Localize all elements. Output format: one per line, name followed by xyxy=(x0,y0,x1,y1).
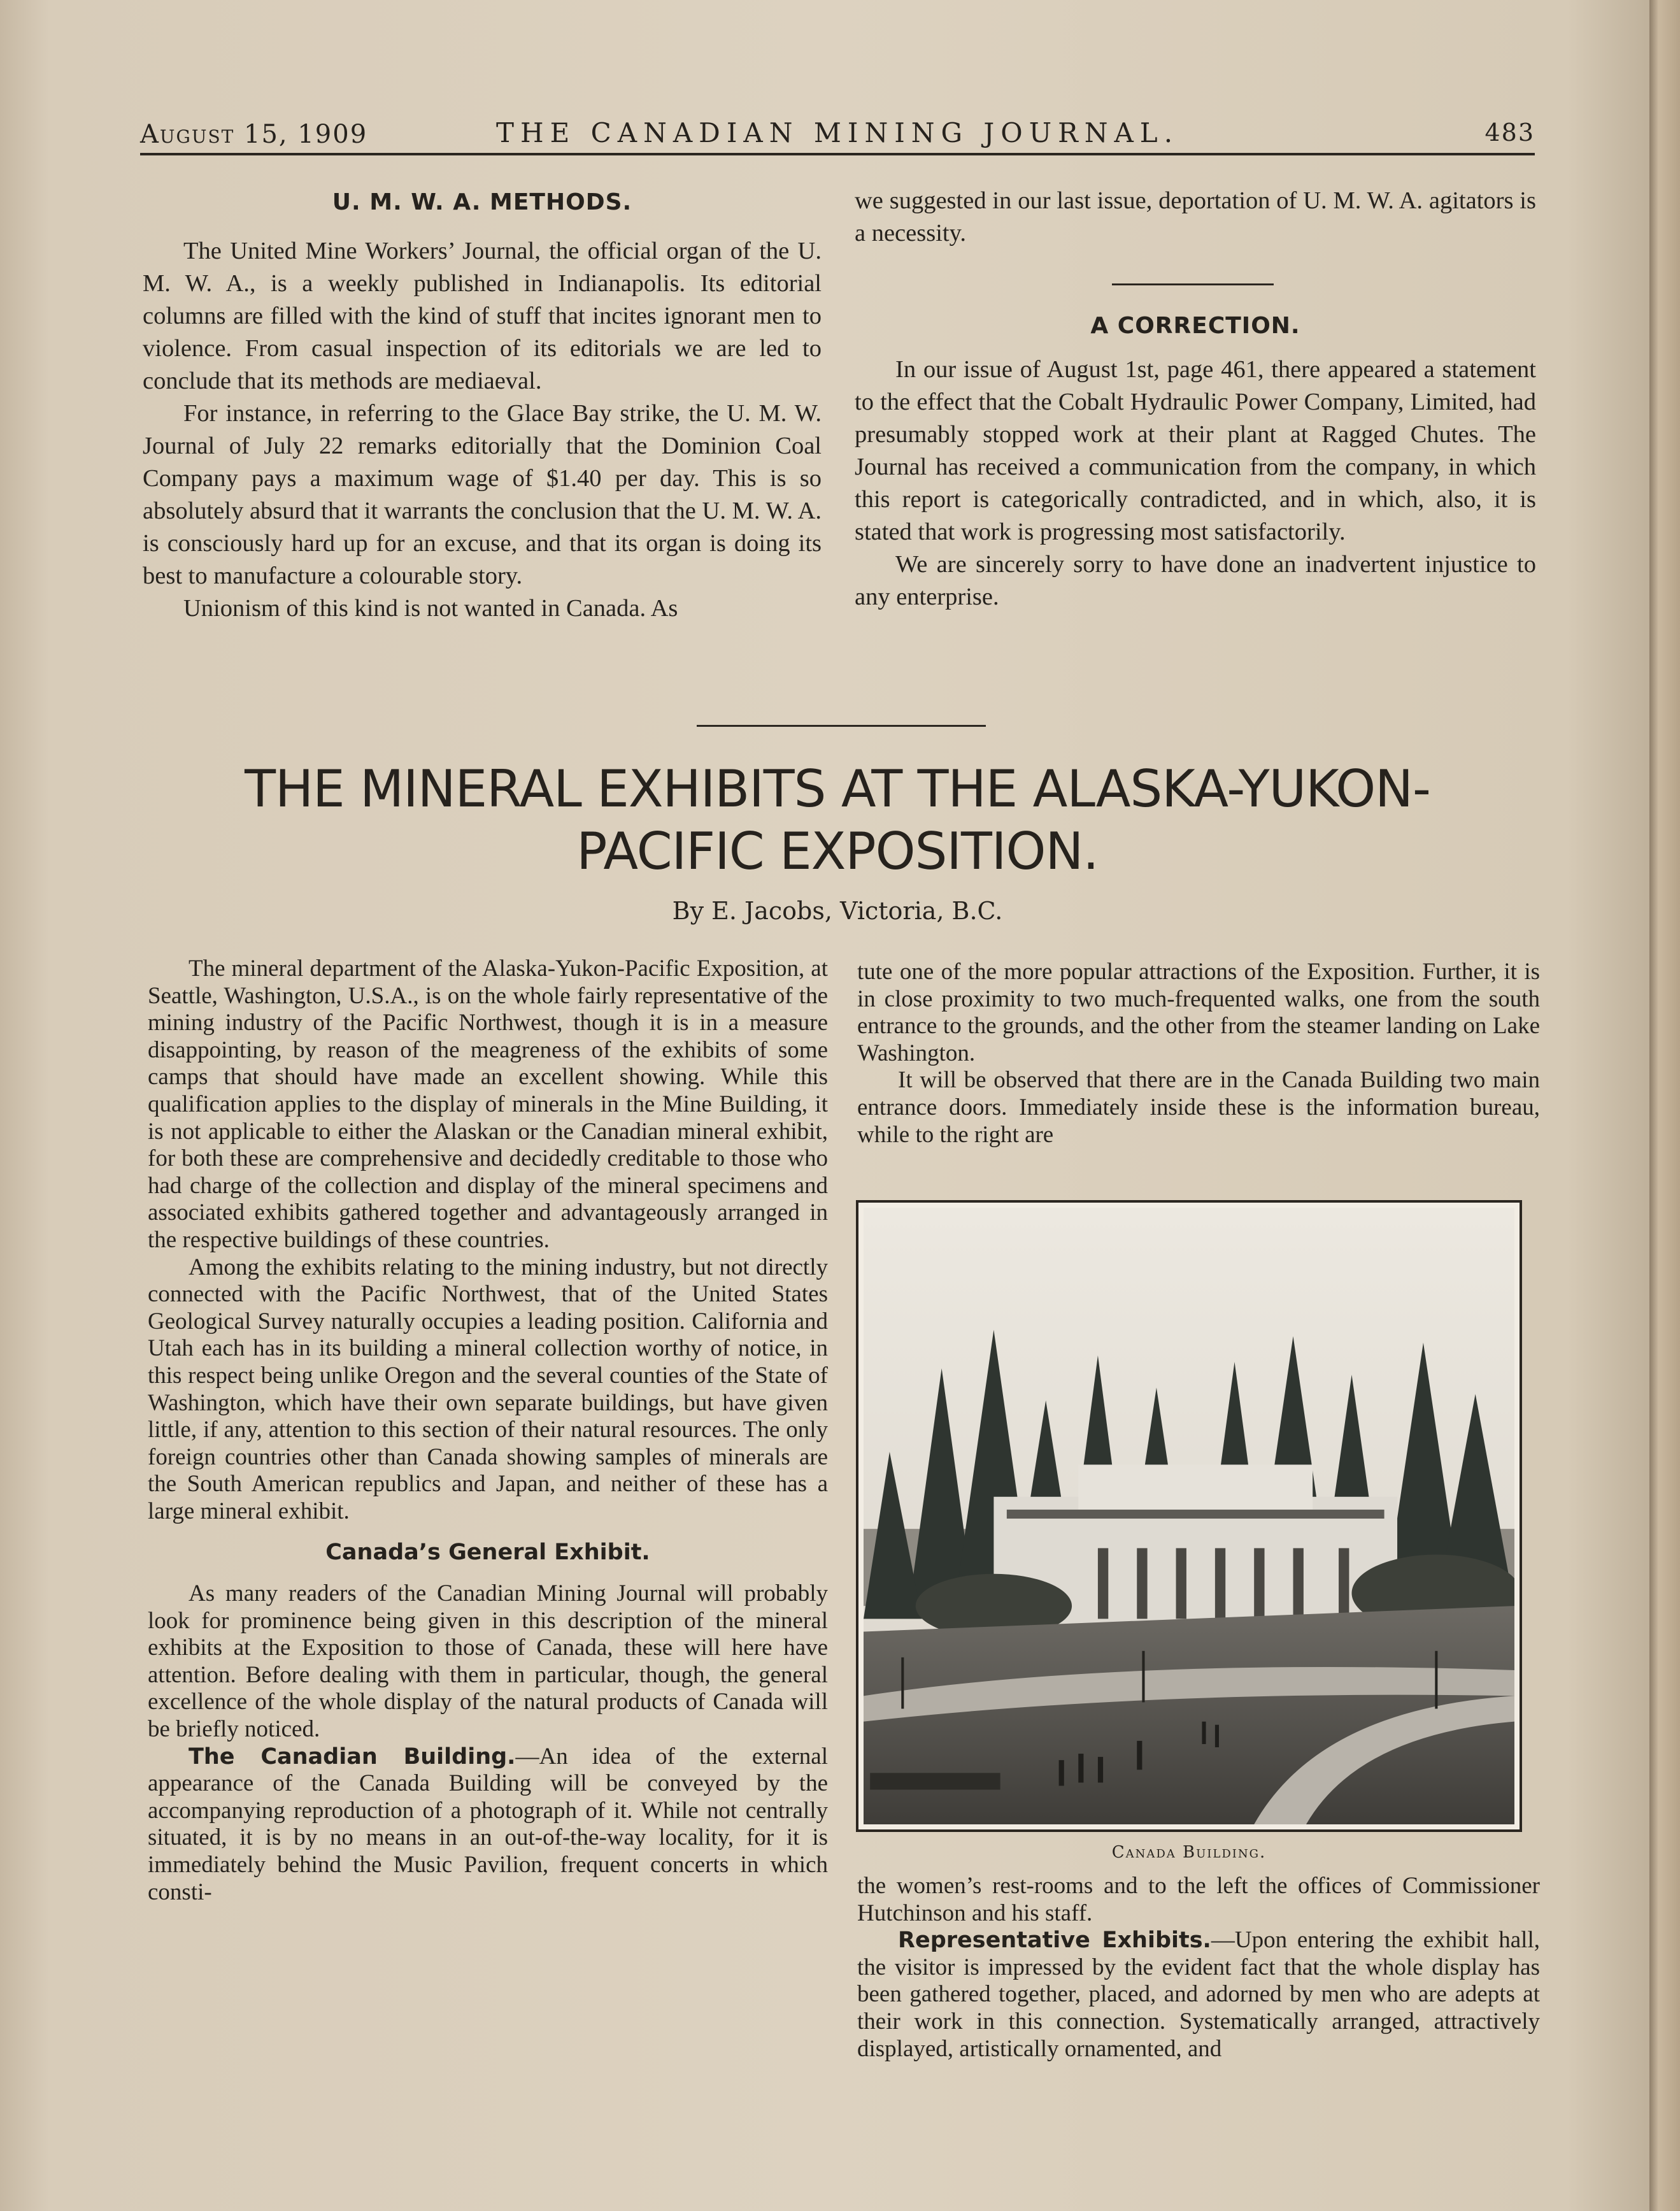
article-paragraph: tute one of the more popular attractions of the Exposition. Further, it is in close proximity to two much-frequented walks, one from the south entrance to the grounds, and the other from the steamer landing on Lake Washington. xyxy=(857,959,1540,1066)
canada-building-photo xyxy=(856,1200,1522,1832)
article-title-line: PACIFIC EXPOSITION. xyxy=(576,822,1099,881)
representative-text: —Upon entering the exhibit hall, the visitor is impressed by the evident fact that the whole display has been gathered together, placed, and adorned by men who are adepts at their work in this connection. Systematically arranged, attractively displayed, artistically ornamented, and xyxy=(857,1927,1540,2062)
umwa-paragraph: Unionism of this kind is not wanted in Canada. As xyxy=(183,595,678,622)
correction-paragraph: We are sincerely sorry to have done an inadvertent injustice to any enterprise. xyxy=(855,551,1536,610)
umwa-section xyxy=(143,186,822,625)
right-column-top xyxy=(855,185,1536,250)
representative-lead: Representative Exhibits. xyxy=(898,1928,1211,1954)
article-paragraph: The mineral department of the Alaska-Yukon-Pacific Exposition, at Seattle, Washington, U.S.A., is on the whole fairly representative of the mining industry of the Pacific Northwest, though it is in a measure disappointing, by reason of the meagreness of the exhibits of some camps that should have made an excellent showing. While this qualification applies to the display of minerals in the Mine Building, it is not applicable to either the Alaskan or the Canadian mineral exhibit, for both these are comprehensive and decidedly creditable to those who had charge of the collection and display of the mineral specimens and associated exhibits gathered together and advantageously arranged in the respective buildings of these countries. xyxy=(148,955,828,1253)
article-paragraph xyxy=(857,1927,1540,2063)
photo-caption: Canada Building. xyxy=(1111,1843,1267,1862)
issue-date: August 15, 1909 xyxy=(140,120,368,149)
article-title xyxy=(153,758,1522,883)
book-spine-edge xyxy=(1649,0,1680,2211)
section-divider xyxy=(1112,283,1274,285)
journal-name: THE CANADIAN MINING JOURNAL. xyxy=(495,117,1179,148)
article-paragraph xyxy=(148,1743,828,1907)
correction-section xyxy=(855,310,1536,613)
article-right-column-bottom xyxy=(857,1873,1540,2063)
article-paragraph: the women’s rest-rooms and to the left the offices of Commissioner Hutchinson and his staff. xyxy=(857,1873,1540,1926)
article-paragraph: It will be observed that there are in the Canada Building two main entrance doors. Immediately inside these is the information bureau, while to the right are xyxy=(857,1067,1540,1148)
article-divider xyxy=(697,725,986,727)
umwa-paragraph: The United Mine Workers’ Journal, the official organ of the U. M. W. A., is a weekly published in Indianapolis. Its editorial columns are filled with the kind of stuff that incites ignorant men to violence. From casual inspection of its editorials we are led to conclude that its methods are mediaeval. xyxy=(143,238,822,394)
umwa-heading: U. M. W. A. METHODS. xyxy=(332,189,632,215)
page-number: 483 xyxy=(1484,118,1535,147)
running-head xyxy=(140,115,1535,153)
umwa-paragraph: For instance, in referring to the Glace Bay strike, the U. M. W. Journal of July 22 remarks editorially that the Dominion Coal Company pays a maximum wage of $1.40 per day. This is so absolutely absurd that it warrants the conclusion that the U. M. W. A. is consciously hard up for an excuse, and that its organ is doing its best to manufacture a colourable story. xyxy=(143,400,822,589)
umwa-continuation: we suggested in our last issue, deportation of U. M. W. A. agitators is a necessity. xyxy=(855,187,1536,247)
header-rule xyxy=(140,153,1535,155)
article-paragraph: As many readers of the Canadian Mining Journal will probably look for prominence being given in this description of the mineral exhibits at the Exposition to those of Canada, these will here have attention. Before dealing with them in particular, though, the general excellence of the whole display of the natural products of Canada will be briefly noticed. xyxy=(148,1580,828,1743)
article-left-column xyxy=(148,955,828,1906)
article-subheading: Canada’s General Exhibit. xyxy=(325,1540,650,1566)
article-paragraph: Among the exhibits relating to the mining industry, but not directly connected with the Pacific Northwest, that of the United States Geological Survey naturally occupies a leading position. California and Utah each has in its building a mineral collection worthy of notice, in this respect being unlike Oregon and the several counties of the State of Washington, which have their own separate buildings, but have given little, if any, attention to this section of their natural resources. The only foreign countries other than Canada showing samples of minerals are the South American republics and Japan, and neither of these has a large mineral exhibit. xyxy=(148,1254,828,1524)
correction-heading: A CORRECTION. xyxy=(1090,313,1300,339)
article-byline: By E. Jacobs, Victoria, B.C. xyxy=(672,897,1003,925)
article-right-column-top xyxy=(857,959,1540,1148)
correction-paragraph: In our issue of August 1st, page 461, there appeared a statement to the effect that the Cobalt Hydraulic Power Company, Limited, had presumably stopped work at their plant at Ragged Chutes. The Journal has received a communication from the company, in which this report is categorically contradicted, and in which, also, it is stated that work is progressing most satisfactorily. xyxy=(855,356,1536,545)
building-lead: The Canadian Building. xyxy=(189,1743,516,1770)
canada-building-illustration xyxy=(864,1208,1514,1824)
article-title-line: THE MINERAL EXHIBITS AT THE ALASKA-YUKON- xyxy=(245,759,1430,819)
building-text: —An idea of the external appearance of the Canada Building will be conveyed by the accompanying reproduction of a photograph of it. While not centrally situated, it is by no means in an out-of-the-way locality, for it is immediately behind the Music Pavilion, frequent concerts in which consti- xyxy=(148,1743,828,1905)
